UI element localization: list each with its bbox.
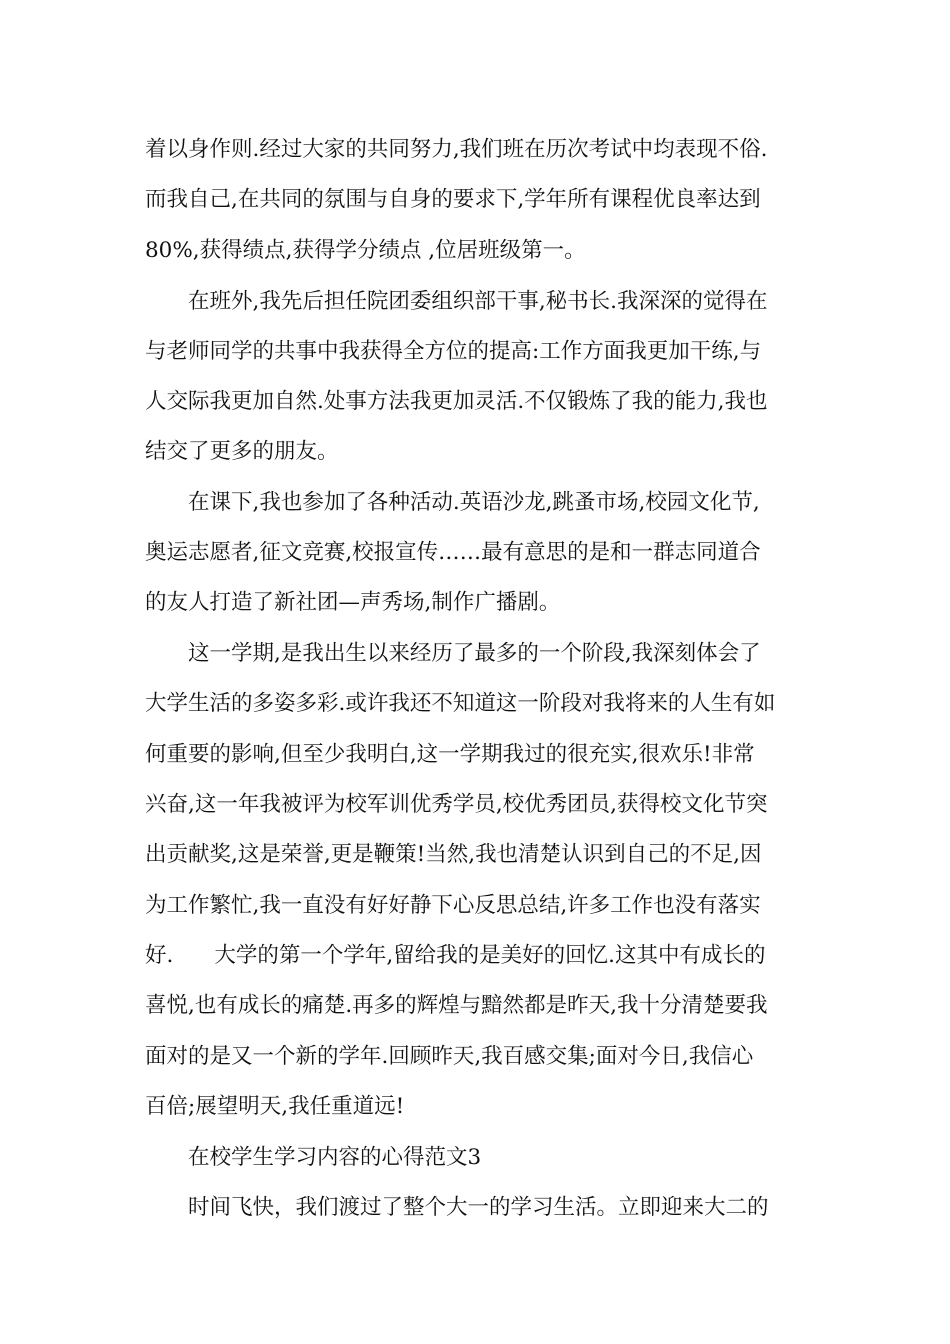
text-line: 在班外,我先后担任院团委组织部干事,秘书长.我深深的觉得在 (188, 289, 768, 314)
text-line: 何重要的影响,但至少我明白,这一学期我过的很充实,很欢乐!非常 (145, 742, 755, 767)
text-line: 大学生活的多姿多彩.或许我还不知道这一阶段对我将来的人生有如 (145, 691, 776, 716)
text-line: 着以身作则.经过大家的共同努力,我们班在历次考试中均表现不俗. (145, 137, 768, 162)
text-line: 百倍;展望明天,我任重道远! (145, 1094, 405, 1119)
text-line: 兴奋,这一年我被评为校军训优秀学员,校优秀团员,获得校文化节突 (145, 792, 768, 817)
text-line: 面对的是又一个新的学年.回顾昨天,我百感交集;面对今日,我信心 (145, 1044, 754, 1069)
text-line: 出贡献奖,这是荣誉,更是鞭策!当然,我也清楚认识到自己的不足,因 (145, 842, 762, 867)
text-line: 为工作繁忙,我一直没有好好静下心反思总结,许多工作也没有落实 (145, 893, 761, 918)
text-line: 与老师同学的共事中我获得全方位的提高:工作方面我更加干练,与 (145, 339, 762, 364)
text-line: 好. 大学的第一个学年,留给我的是美好的回忆.这其中有成长的 (145, 943, 766, 968)
text-line: 的友人打造了新社团—声秀场,制作广播剧。 (145, 590, 561, 615)
section-heading: 在校学生学习内容的心得范文3 (188, 1145, 482, 1170)
text-line: 这一学期,是我出生以来经历了最多的一个阶段,我深刻体会了 (188, 641, 761, 666)
text-line: 时间飞快，我们渡过了整个大一的学习生活。立即迎来大二的 (188, 1195, 769, 1220)
text-line: 结交了更多的朋友。 (145, 439, 339, 464)
text-line: 喜悦,也有成长的痛楚.再多的辉煌与黯然都是昨天,我十分清楚要我 (145, 993, 768, 1018)
text-line: 人交际我更加自然.处事方法我更加灵活.不仅锻炼了我的能力,我也 (145, 389, 768, 414)
text-line: 在课下,我也参加了各种活动.英语沙龙,跳蚤市场,校园文化节, (188, 490, 760, 515)
text-line: 奥运志愿者,征文竞赛,校报宣传……最有意思的是和一群志同道合 (145, 540, 761, 565)
text-line: 80%,获得绩点,获得学分绩点 ,位居班级第一。 (145, 238, 586, 263)
text-line: 而我自己,在共同的氛围与自身的要求下,学年所有课程优良率达到 (145, 187, 761, 212)
